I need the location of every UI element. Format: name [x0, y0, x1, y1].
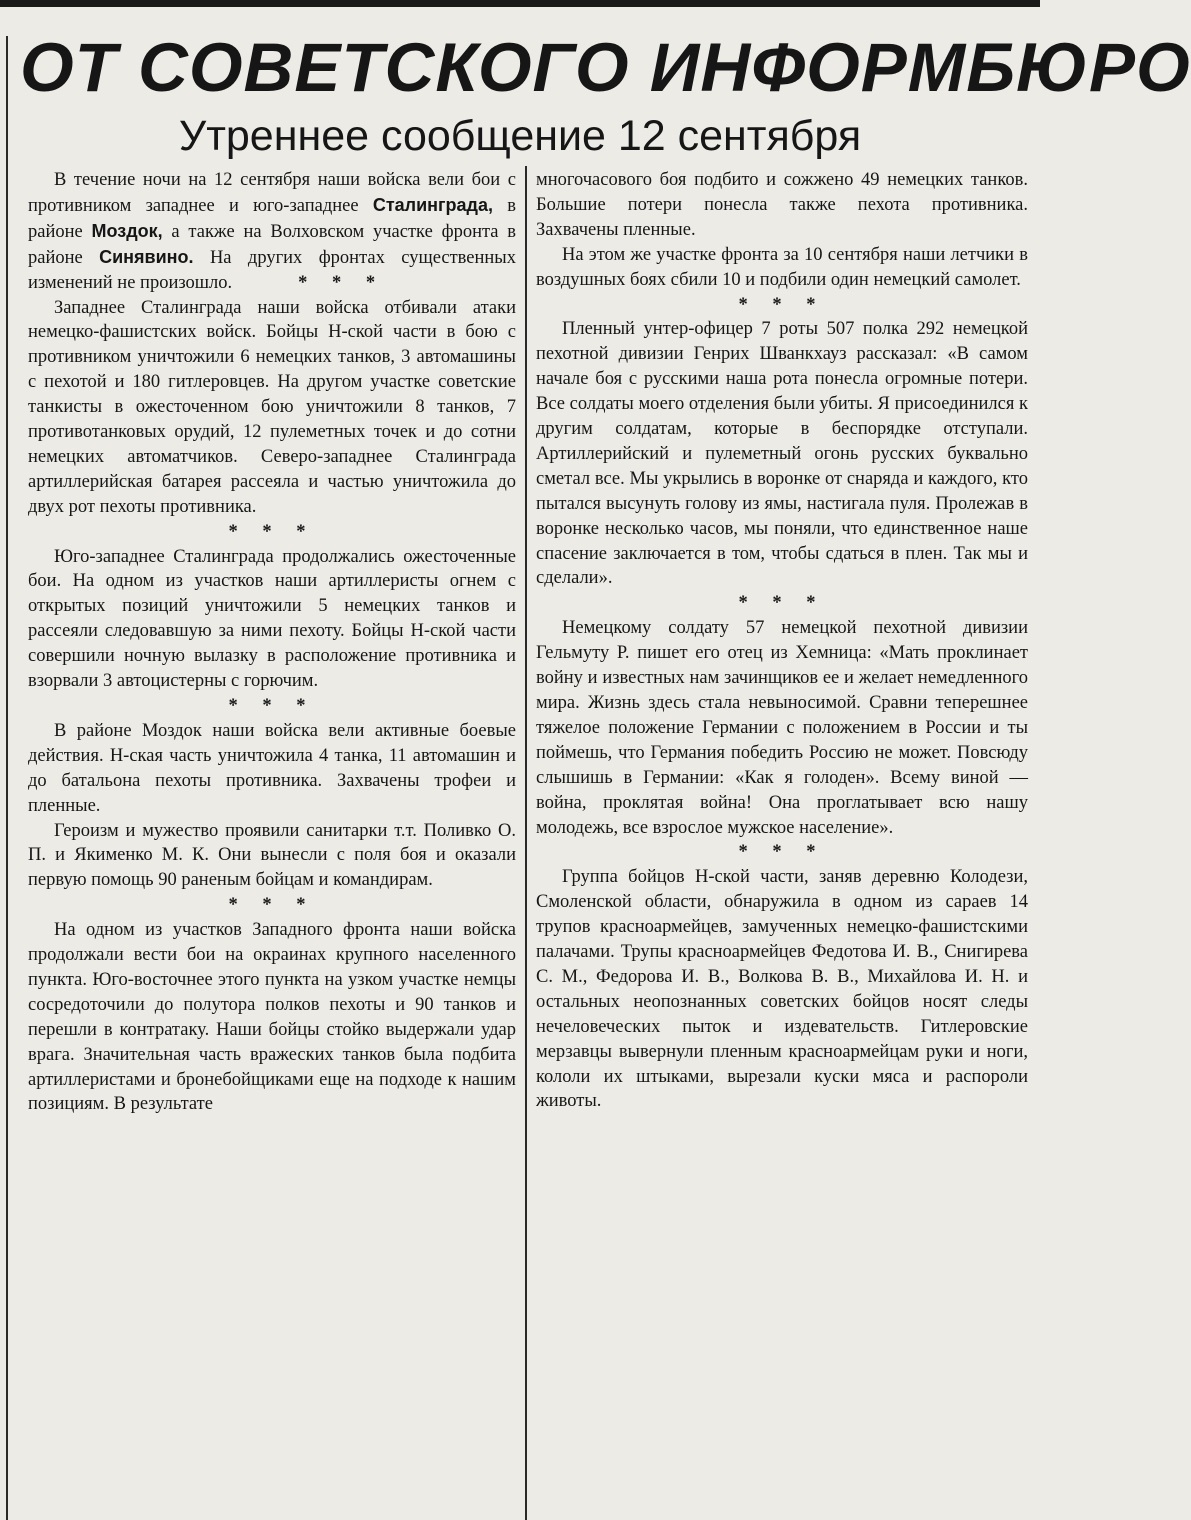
section-separator: * * *	[228, 521, 316, 542]
paragraph-front-summary: В течение ночи на 12 сентября наши войска вели бои с противником западнее и юго-западнее Сталинграда, в районе Моздок, а также на Волховском участке фронта в районе Синявино. На других фронтах существенных изменений не произошло. * * *	[28, 168, 516, 296]
city-mozdok: Моздок,	[91, 220, 163, 241]
section-separator: * * *	[738, 593, 826, 614]
city-stalingrad: Сталинграда,	[372, 194, 493, 215]
column-divider	[525, 166, 527, 1520]
city-sinyavino: Синявино.	[99, 246, 194, 267]
paragraph-continuation: многочасового боя подбито и сожжено 49 немецких танков. Большие потери понесла также пехота противника. Захвачены пленные.	[536, 170, 1028, 240]
paragraph-western-front: На одном из участков Западного фронта наши войска продолжали вести бои на окраинах крупного населенного пункта. Юго-восточнее этого пункта на узком участке немцы сосредоточили до полутора полков пехоты и 90 танков и перешли в контратаку. Наши бойцы стойко выдержали удар врага. Значительная часть вражеских танков была подбита артиллеристами и бронебойщиками еще на подходе к нашим позициям. В результате	[28, 920, 516, 1115]
right-column	[536, 168, 1028, 1518]
subheadline: Утреннее сообщение 12 сентября	[178, 112, 862, 160]
section-separator: * * *	[228, 696, 316, 717]
paragraph-pilots: На этом же участке фронта за 10 сентября наши летчики в воздушных боях сбили 10 и подбили один немецкий самолет.	[536, 244, 1028, 290]
paragraph-letter-from-germany: Немецкому солдату 57 немецкой пехотной дивизии Гельмуту Р. пишет его отец из Хемница: «Мать проклинает войну и известных нам зачинщиков ее и желает немедленного мира. Жизнь здесь стала невыносимой. Сравни теперешнее тяжелое положение Германии с положением в России и ты поймешь, что Германия победить Россию не может. Повсюду слышишь в Германии: «Как я голоден». Всему виной — война, проклятая война! Она проглатывает всю нашу молодежь, все взрослое мужское население».	[536, 618, 1028, 838]
paragraph-mozdok: В районе Моздок наши войска вели активные боевые действия. Н-ская часть уничтожила 4 танка, 11 автомашин и до батальона пехоты противника. Захвачены трофеи и пленные.	[28, 720, 516, 816]
section-separator: * * *	[738, 842, 826, 863]
paragraph-prisoner-story: Пленный унтер-офицер 7 роты 507 полка 292 немецкой пехотной дивизии Генрих Шванкхауз рассказал: «В самом начале боя с русскими наша рота понесла огромные потери. Все солдаты моего отделения были убиты. Я присоединился к другим солдатам, которые в беспорядке отступали. Артиллерийский и пулеметный огонь русских буквально сметал все. Мы укрылись в воронке от снаряда и каждого, кто пытался высунуть голову из ямы, настигала пуля. Пролежав в воронке несколько часов, мы поняли, что единственное наше спасение заключается в том, чтобы сдаться в плен. Так мы и сделали».	[536, 319, 1028, 589]
paragraph-kolodezi-atrocities: Группа бойцов Н-ской части, заняв деревню Колодези, Смоленской области, обнаружила в одном из сараев 14 трупов красноармейцев, замученных немецко-фашистскими палачами. Трупы красноармейцев Федотова И. В., Снигирева С. М., Федорова И. В., Волкова В. В., Михайлова И. Н. и остальных неопознанных советских бойцов носят следы нечеловеческих пыток и издевательств. Гитлеровские мерзавцы вывернули пленным красноармейцам руки и ноги, кололи их штыками, вырезали куски мяса и распороли животы.	[536, 867, 1028, 1112]
section-separator: * * *	[738, 294, 826, 315]
left-column-rule	[6, 36, 8, 1520]
headline: ОТ СОВЕТСКОГО ИНФОРМБЮРО	[20, 29, 1191, 106]
section-separator: * * *	[228, 895, 316, 916]
section-separator: * * *	[298, 272, 386, 293]
paragraph-southwest-stalingrad: Юго-западнее Сталинграда продолжались ожесточенные бои. На одном из участков наши артиллеристы огнем с открытых позиций уничтожили 5 немецких танков и рассеяли следовавшую за ними пехоту. Бойцы Н-ской части совершили ночную вылазку в расположение противника и взорвали 3 автоцистерны с горючим.	[28, 546, 516, 692]
left-column	[28, 168, 516, 1518]
top-rule	[0, 0, 1040, 7]
paragraph-nurses: Героизм и мужество проявили санитарки т.т. Поливко О. П. и Якименко М. К. Они вынесли с поля боя и оказали первую помощь 90 раненым бойцам и командирам.	[28, 820, 516, 891]
paragraph-west-stalingrad: Западнее Сталинграда наши войска отбивали атаки немецко-фашистских войск. Бойцы Н-ской части в бою с противником уничтожили 6 немецких танков, 3 автомашины с пехотой и 180 гитлеровцев. На другом участке советские танкисты в ожесточенном бою уничтожили 8 танков, 7 противотанковых орудий, 12 пулеметных точек и до сотни немецких автоматчиков. Северо-западнее Сталинграда артиллерийская батарея рассеяла и частью уничтожила до двух рот пехоты противника.	[28, 297, 516, 517]
